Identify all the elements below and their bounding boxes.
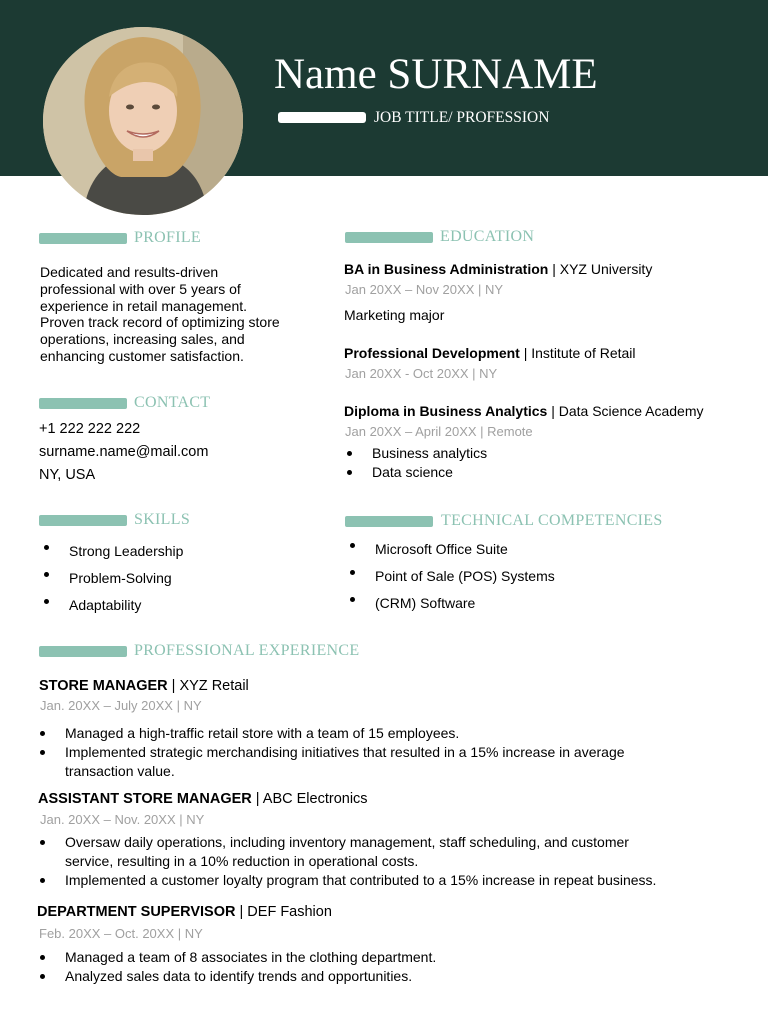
technical-item: Microsoft Office Suite xyxy=(375,536,555,563)
profile-heading: PROFILE xyxy=(134,229,201,246)
education-heading: EDUCATION xyxy=(440,228,535,245)
edu-bullets xyxy=(372,444,487,482)
profile-text: Dedicated and results-driven professional with over 5 years of experience in retail management. Proven track record of optimizing store operations, increasing sales, and enhancing customer satisfaction. xyxy=(40,264,280,364)
job-bullet-item: Oversaw daily operations, including inventory management, staff scheduling, and customer xyxy=(65,834,629,850)
edu-institution: Data Science Academy xyxy=(558,403,704,419)
job-2-title: ASSISTANT STORE MANAGER | ABC Electronics xyxy=(38,791,368,807)
edu-dates: Jan 20XX – Nov 20XX | NY xyxy=(345,282,504,297)
contact-email: surname.name@mail.com xyxy=(39,444,209,460)
job-dates: Jan. 20XX – July 20XX | NY xyxy=(40,698,202,713)
job-dates: Jan. 20XX – Nov. 20XX | NY xyxy=(40,812,205,827)
edu-degree: BA in Business Administration xyxy=(344,261,549,277)
contact-location: NY, USA xyxy=(39,467,96,483)
edu-entry-2-title: Professional Development | Institute of Retail xyxy=(344,345,636,361)
edu-note: Marketing major xyxy=(344,307,445,323)
skills-accent-bar xyxy=(39,515,127,526)
job-bullet-item: Managed a team of 8 associates in the clothing department. xyxy=(65,949,437,965)
contact-accent-bar xyxy=(39,398,127,409)
job-bullet-item: Implemented a customer loyalty program that contributed to a 15% increase in repeat business. xyxy=(65,872,657,888)
edu-entry-3-title: Diploma in Business Analytics | Data Science Academy xyxy=(344,403,704,419)
edu-institution: Institute of Retail xyxy=(531,345,636,361)
profile-accent-bar xyxy=(39,233,127,244)
edu-bullet-item: Business analytics xyxy=(372,445,488,461)
job-role: ASSISTANT STORE MANAGER xyxy=(38,791,252,807)
job-bullet-item: Implemented strategic merchandising initiatives that resulted in a 15% increase in average xyxy=(65,744,625,760)
skill-item: Adaptability xyxy=(69,592,183,619)
skill-item: Strong Leadership xyxy=(69,538,183,565)
edu-dates: Jan 20XX - Oct 20XX | NY xyxy=(345,366,498,381)
job-bullet-continuation: service, resulting in a 10% reduction in operational costs. xyxy=(65,853,419,869)
experience-accent-bar xyxy=(39,646,127,657)
title-accent-bar xyxy=(278,112,366,123)
job-bullet-item: Managed a high-traffic retail store with a team of 15 employees. xyxy=(65,724,625,743)
job-bullet-item: Analyzed sales data to identify trends and opportunities. xyxy=(65,967,436,986)
contact-phone: +1 222 222 222 xyxy=(39,421,141,437)
edu-bullet-item: Data science xyxy=(372,463,487,482)
job-3-title: DEPARTMENT SUPERVISOR | DEF Fashion xyxy=(37,904,332,920)
edu-institution: XYZ University xyxy=(559,261,653,277)
portrait-image xyxy=(43,27,243,215)
job-title: JOB TITLE/ PROFESSION xyxy=(374,109,550,126)
candidate-name: Name SURNAME xyxy=(274,51,598,98)
job-company: XYZ Retail xyxy=(179,678,249,694)
contact-heading: CONTACT xyxy=(134,394,211,411)
job-3-bullets xyxy=(65,948,436,986)
job-dates: Feb. 20XX – Oct. 20XX | NY xyxy=(39,926,203,941)
edu-degree: Professional Development xyxy=(344,345,520,361)
job-role: STORE MANAGER xyxy=(39,678,168,694)
technical-item: (CRM) Software xyxy=(375,590,555,617)
experience-heading: PROFESSIONAL EXPERIENCE xyxy=(134,642,360,659)
edu-degree: Diploma in Business Analytics xyxy=(344,403,548,419)
job-2-bullets xyxy=(65,833,629,852)
technical-heading: TECHNICAL COMPETENCIES xyxy=(441,512,663,529)
skills-list xyxy=(69,538,183,619)
skills-heading: SKILLS xyxy=(134,511,191,528)
job-2-bullets-b xyxy=(65,871,656,890)
skill-item: Problem-Solving xyxy=(69,565,183,592)
job-role: DEPARTMENT SUPERVISOR xyxy=(37,904,236,920)
job-1-title: STORE MANAGER | XYZ Retail xyxy=(39,678,249,694)
job-1-bullets xyxy=(65,724,625,762)
edu-entry-1-title: BA in Business Administration | XYZ University xyxy=(344,261,653,277)
profile-photo xyxy=(43,27,243,215)
technical-item: Point of Sale (POS) Systems xyxy=(375,563,555,590)
job-bullet-continuation: transaction value. xyxy=(65,763,175,779)
edu-dates: Jan 20XX – April 20XX | Remote xyxy=(345,424,533,439)
technical-list xyxy=(375,536,555,617)
job-company: ABC Electronics xyxy=(262,791,368,807)
technical-accent-bar xyxy=(345,516,433,527)
education-accent-bar xyxy=(345,232,433,243)
job-company: DEF Fashion xyxy=(247,904,332,920)
